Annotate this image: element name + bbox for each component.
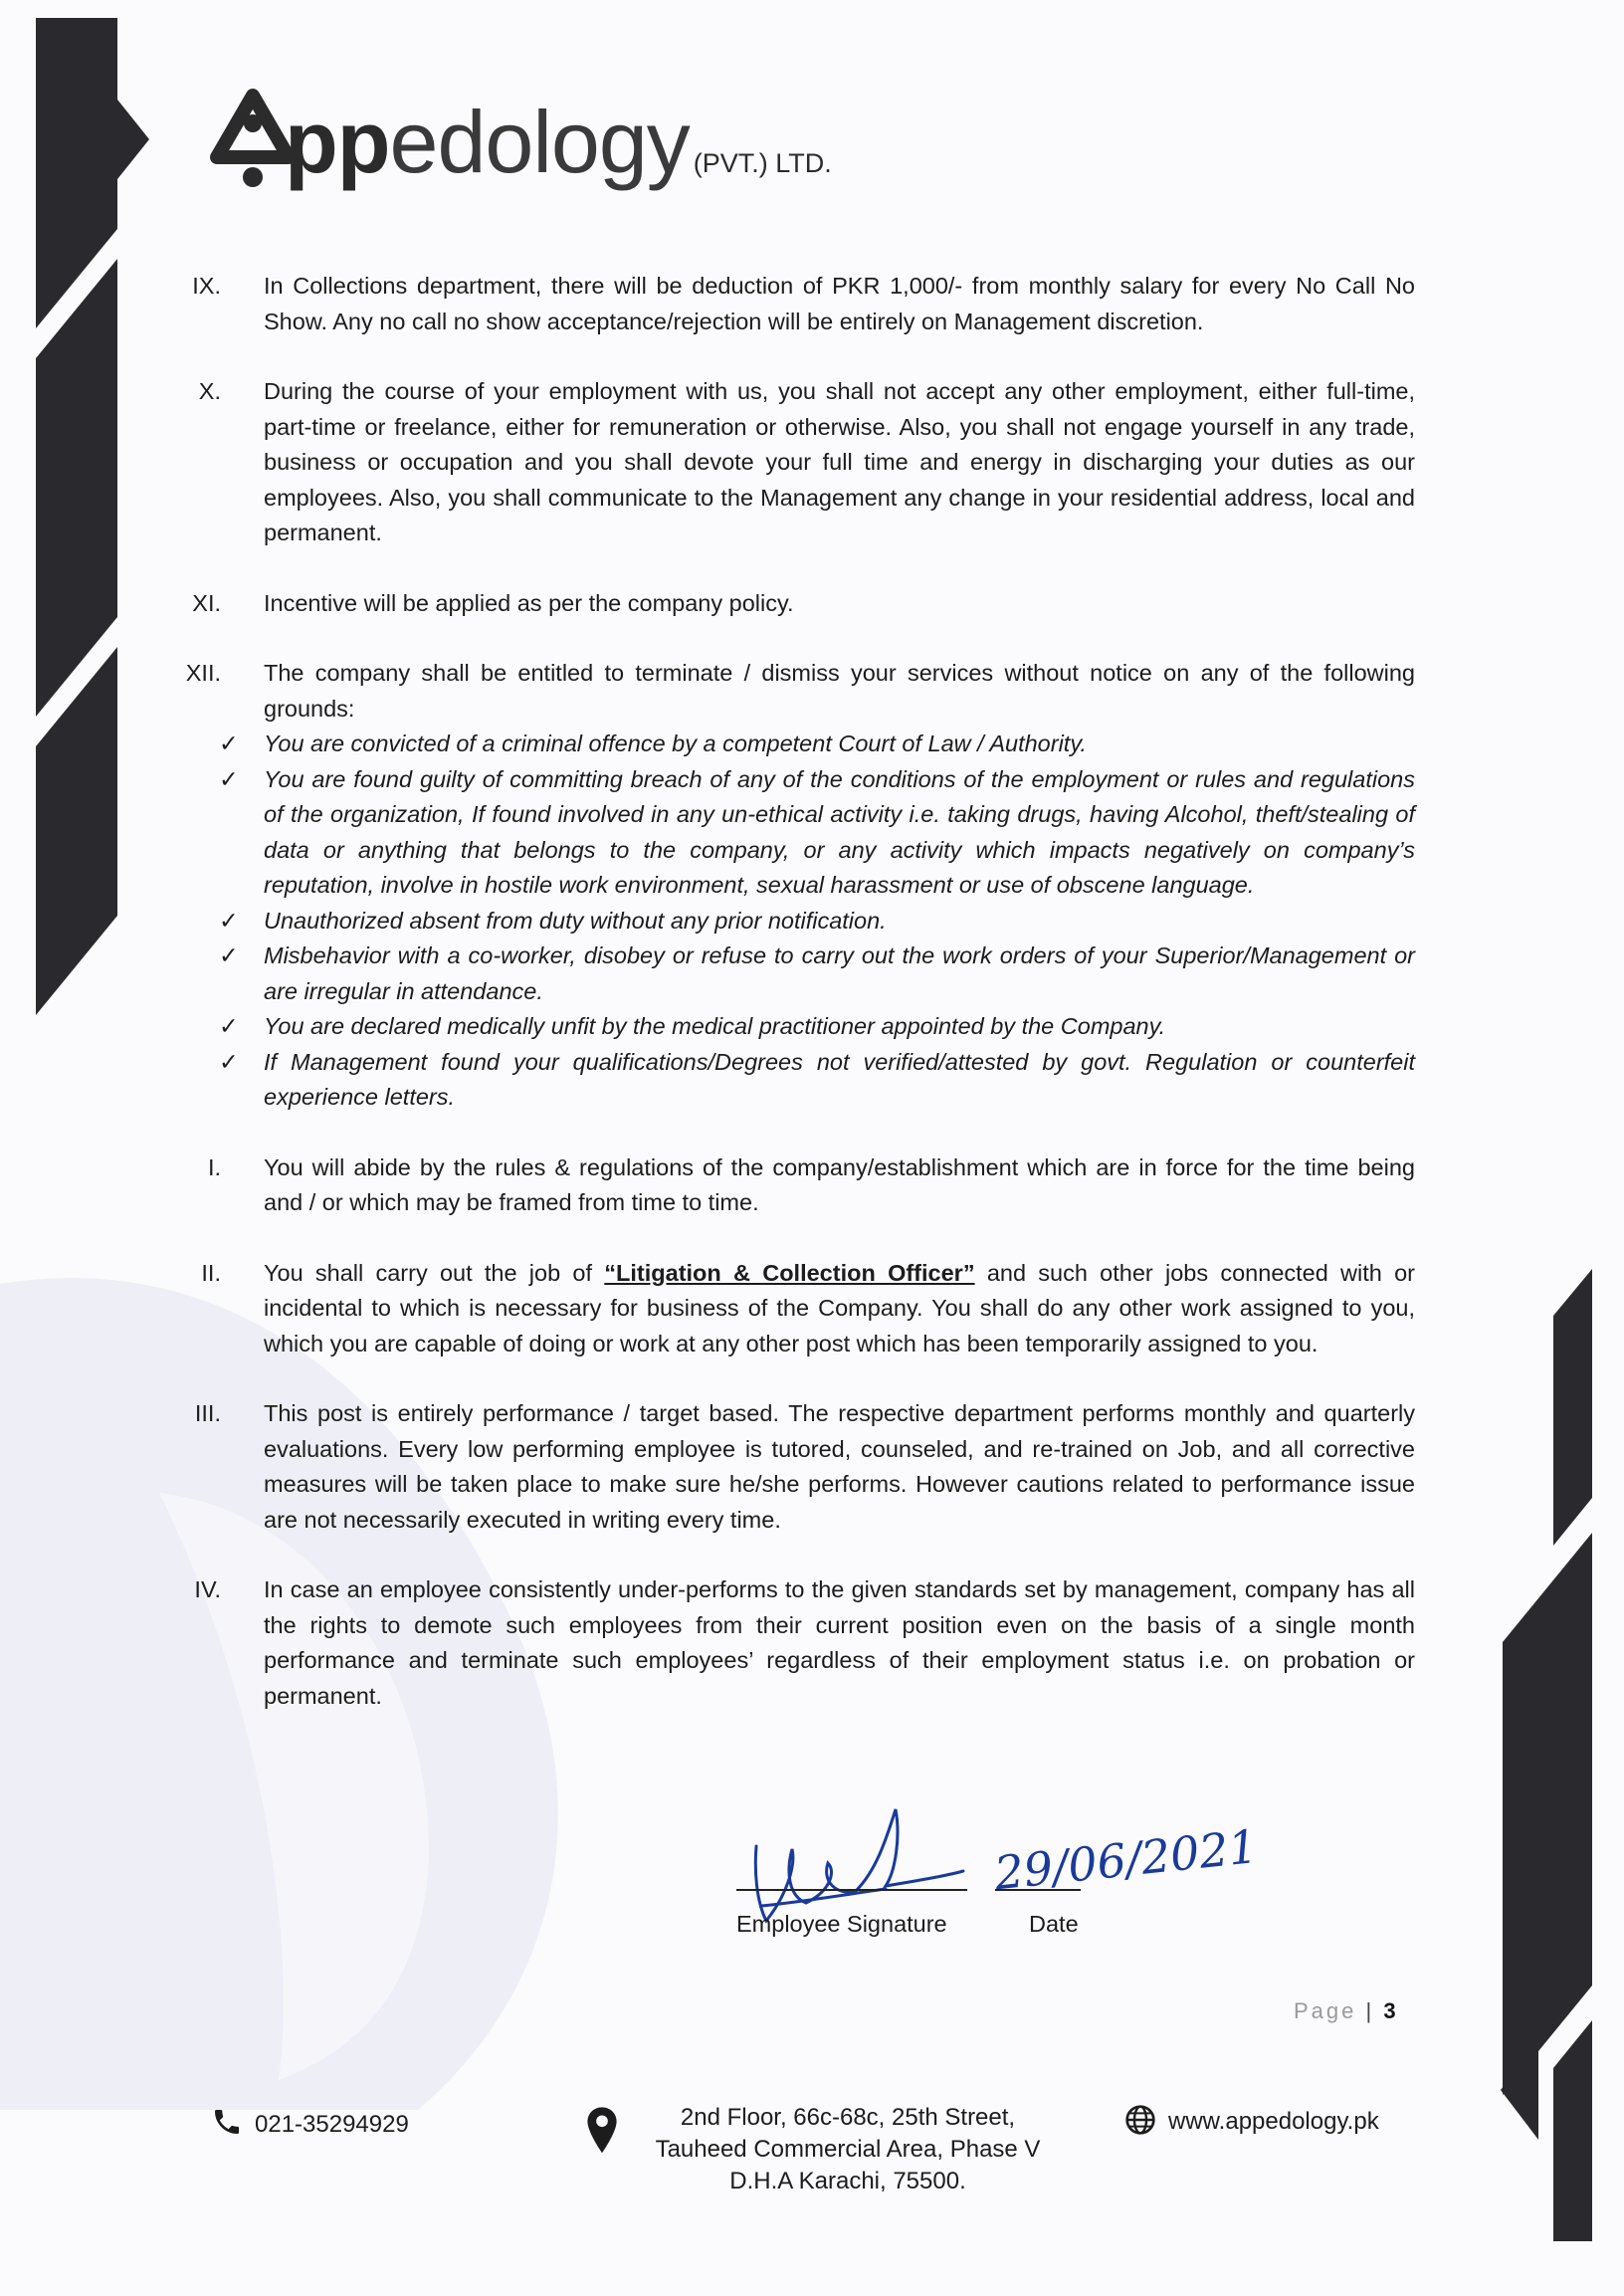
handwritten-date: 29/06/2021 (991, 1818, 1261, 1901)
employee-signature-label: Employee Signature (736, 1911, 947, 1937)
clause-text: This post is entirely performance / target based. The respective department performs monthly and quarterly evaluations. Every low performing employee is tutored, counseled, and re-trained on Job, and all corrective measures will be taken place to make sure he/she performs. However cautions related to performance issue are not necessarily executed in writing every time. (264, 1400, 1415, 1533)
logo-wordmark-bold: pp (285, 93, 390, 191)
checkmark-icon: ✓ (219, 1013, 239, 1039)
signature-block (736, 1811, 1294, 1951)
list-item (219, 1009, 1415, 1045)
clause-number: I. (207, 1153, 221, 1180)
right-dark-band-top (1553, 1269, 1592, 1546)
clause-text: In case an employee consistently under-performs to the given standards set by management, company has all the rights to demote such employees from their current position even on the basis of a single month performance and terminate such employees’ regardless of their employment status i.e. on probation or permanent. (264, 1576, 1415, 1709)
left-dark-band-lower (36, 259, 117, 717)
address-line: 2nd Floor, 66c-68c, 25th Street, (680, 2104, 1016, 2131)
address-line: Tauheed Commercial Area, Phase V (655, 2136, 1041, 2163)
clause-text: You will abide by the rules & regulations of the company/establishment which are in force for the time being and / or which may be framed from time to time. (264, 1153, 1415, 1215)
clause-number: III. (194, 1400, 221, 1426)
list-item (219, 939, 1415, 1009)
ground-text: You are declared medically unfit by the medical practitioner appointed by the Company. (264, 1013, 1166, 1039)
checkmark-icon: ✓ (219, 765, 239, 792)
termination-intro: The company shall be entitled to terminate / dismiss your services without notice on any of the following grounds: (264, 660, 1415, 722)
clause-i (169, 1150, 1415, 1221)
clause-xi (169, 586, 1415, 622)
checkmark-icon: ✓ (219, 942, 239, 968)
footer-website (1124, 2104, 1379, 2136)
date-line (995, 1889, 1081, 1891)
checkmark-icon: ✓ (219, 907, 239, 934)
footer-phone (211, 2106, 409, 2139)
ground-text: Unauthorized absent from duty without any prior notification. (264, 907, 887, 934)
clause-ii (169, 1256, 1415, 1362)
left-dark-band-bottom (36, 647, 117, 1015)
clause-text: During the course of your employment with us, you shall not accept any other employment, either full-time, part-time or freelance, either for remuneration or otherwise. Also, you shall not engage yourself in any trade, business or occupation and you shall devote your full time and energy in discharging your duties as our employees. Also, you shall communicate to the Management any change in your residential address, local and permanent. (264, 378, 1415, 545)
ground-text: Misbehavior with a co-worker, disobey or refuse to carry out the work orders of your Superior/Management or are irregular in attendance. (264, 942, 1415, 1004)
checkmark-icon: ✓ (219, 1048, 239, 1075)
checkmark-icon: ✓ (219, 731, 239, 756)
signature-line (736, 1889, 967, 1891)
ground-text: You are found guilty of committing breach of any of the conditions of the employment or rules and regulations of the organization, If found involved in any un-ethical activity i.e. taking drugs, having Alcohol, theft/stealing of data or anything that belongs to the company, or any activity which impacts negatively on company’s reputation, involve in hostile work environment, sexual harassment or use of obscene language. (264, 765, 1415, 898)
clause-iii (169, 1396, 1415, 1538)
ground-text: If Management found your qualifications/Degrees not verified/attested by govt. Regulation or counterfeit experience letters. (264, 1048, 1415, 1110)
list-item (219, 904, 1415, 939)
clause-number: IX. (192, 273, 221, 299)
clause-text: Incentive will be applied as per the company policy. (264, 589, 794, 616)
list-item (219, 727, 1415, 762)
clause-number: IV. (194, 1576, 221, 1602)
logo-wordmark-thin: edology (389, 93, 690, 191)
clause-ix (169, 269, 1415, 339)
termination-grounds-list (219, 727, 1415, 1116)
website-link[interactable]: www.appedology.pk (1168, 2108, 1379, 2135)
clause-number: XI. (192, 589, 221, 616)
phone-number: 021-35294929 (255, 2111, 409, 2138)
page-number-value: 3 (1383, 1998, 1396, 2023)
right-dark-band-bottom (1553, 2020, 1592, 2241)
page-number: Page | 3 (1294, 1998, 1396, 2023)
ground-text: You are convicted of a criminal offence by a competent Court of Law / Authority. (264, 731, 1087, 756)
clause-x (169, 374, 1415, 551)
footer-address (619, 2102, 1077, 2197)
clause-text: In Collections department, there will be deduction of PKR 1,000/- from monthly salary for every No Call No Show. Any no call no show acceptance/rejection will be entirely on Management discretion. (264, 273, 1415, 334)
clause-number: X. (198, 378, 221, 404)
phone-icon (211, 2106, 243, 2138)
list-item (219, 762, 1415, 904)
clause-text-after: and such other jobs connected with or incidental to which is necessary for business of the Company. You shall do any other work assigned to you, which you are capable of doing or work at any other post which has been temporarily assigned to you. (264, 1259, 1415, 1357)
clause-iv (169, 1572, 1415, 1714)
logo-suffix: (PVT.) LTD. (693, 148, 832, 178)
globe-icon (1124, 2104, 1156, 2136)
logo-wordmark (285, 88, 832, 218)
clause-text-before: You shall carry out the job of (264, 1259, 605, 1286)
address-line: D.H.A Karachi, 75500. (729, 2168, 966, 2194)
letter-body (169, 269, 1415, 1749)
clause-number: XII. (185, 660, 221, 686)
job-title: “Litigation & Collection Officer” (604, 1259, 975, 1286)
clause-xii-termination (169, 656, 1415, 1116)
page-label: Page (1294, 1998, 1357, 2023)
date-label: Date (1029, 1911, 1079, 1937)
logo-mark-icon (217, 96, 289, 187)
right-dark-band-mid (1503, 1533, 1592, 2095)
left-dark-band (36, 18, 149, 328)
clause-number: II. (201, 1259, 221, 1286)
location-pin-icon (585, 2106, 619, 2156)
list-item (219, 1045, 1415, 1116)
